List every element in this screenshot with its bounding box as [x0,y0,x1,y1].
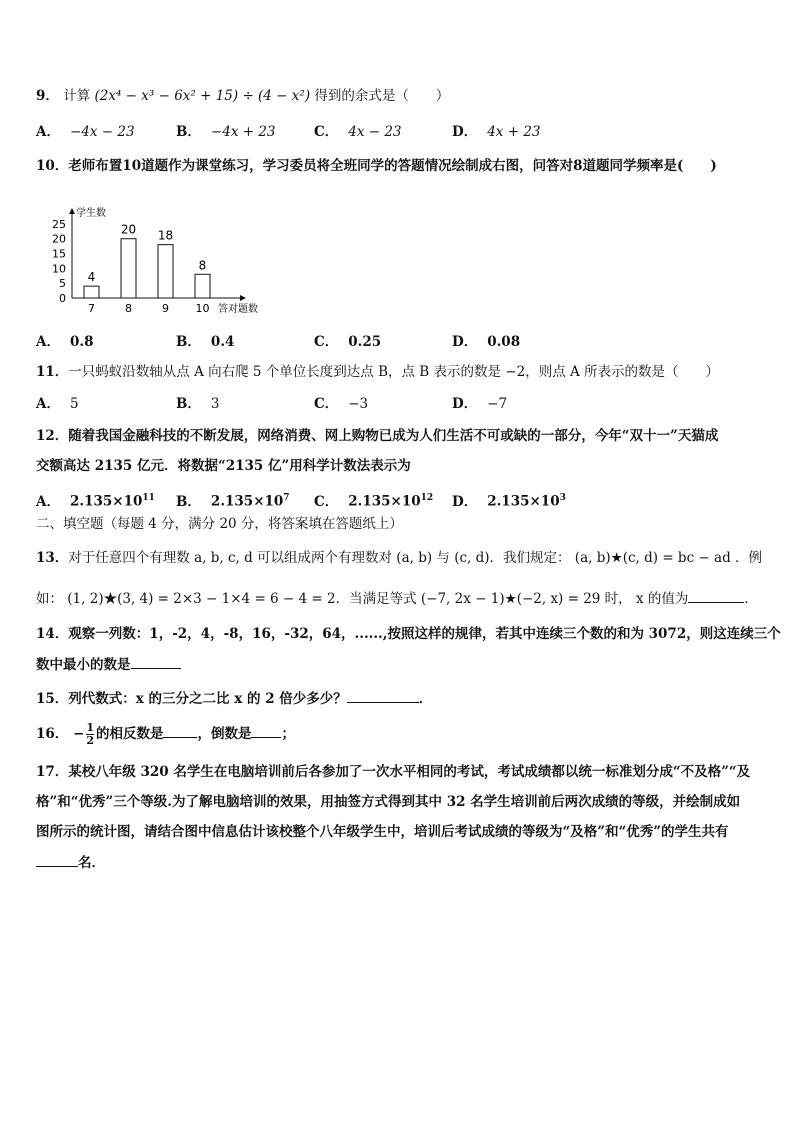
x-tick-label: 7 [88,302,95,315]
question-15: 15．列代数式：x 的三分之二比 x 的 2 倍少多少？ ． [36,688,758,709]
question-text: 某校八年级 320 名学生在电脑培训前后各参加了一次水平相同的考试，考试成绩都以统一标准划分成“不及格”“及 [68,764,751,780]
question-17-line2 [36,792,758,812]
x-axis-arrow [240,295,246,301]
question-14 [36,624,781,644]
option-c: C． −3 [314,396,369,412]
y-tick-label: 15 [52,247,66,261]
options-q11 [36,394,756,414]
x-tick-label: 8 [125,302,132,315]
question-17-line3 [36,822,758,842]
bar-value-label: 8 [198,258,207,273]
option-a: A． −4x − 23 [36,124,135,140]
x-tick-label: 9 [162,302,169,315]
option-d: D． 4x + 23 [452,124,541,140]
section-heading: 二、填空题（每题 4 分，满分 20 分，将答案填在答题纸上） [36,516,403,532]
bar [158,245,173,298]
question-number: 17． [36,764,69,780]
options-q12 [36,488,756,508]
question-12 [36,426,758,446]
answer-blank[interactable] [347,688,419,703]
x-tick-label: 10 [195,302,210,315]
question-13-line2: 如： (1, 2)★(3, 4) = 2×3 − 1×4 = 6 − 4 = 2．当满足等式 (−7, 2x − 1)★(−2, x) = 29 时， x 的值为 ． [36,588,758,609]
bar-value-label: 18 [157,228,174,243]
question-17-line4: 名． [36,852,758,873]
bar-chart [40,196,290,321]
question-text: 一只蚂蚁沿数轴从点 A 向右爬 5 个单位长度到达点 B，点 B 表示的数是 −2，则点 A 所表示的数是（ ） [68,364,720,380]
question-number: 13． [36,550,69,566]
question-text: 格”和“优秀”三个等级.为了解电脑培训的效果，用抽签方式得到其中 32 名学生培训前后两次成绩的等级，并绘制成如 [36,794,741,810]
option-c: C． 4x − 23 [314,124,402,140]
options-q9 [36,122,756,142]
x-axis-label: 答对题数 [218,304,258,315]
question-text: 随着我国金融科技的不断发展，网络消费、网上购物已成为人们生活不可或缺的一部分，今年“双十一”天猫成 [68,428,719,444]
bar [195,274,210,298]
question-text: 交额高达 2135 亿元．将数据“2135 亿”用科学计数法表示为 [36,458,411,474]
bar [121,239,136,298]
option-d: D． $2.135\times 10^3$ [452,493,566,510]
bar-value-label: 20 [120,222,137,237]
question-number: 10． [36,158,69,174]
option-a: A． $2.135\times 10^{11}$ [36,493,155,510]
option-c: C． 0.25 [314,334,382,350]
minus-sign: − [73,726,85,742]
option-a: A． 0.8 [36,334,94,350]
question-text: 计算 [63,88,91,104]
question-text: 对于任意四个有理数 a, b, c, d 可以组成两个有理数对 (a, b) 与 (c, d)．我们规定： (a, b)★(c, d) = bc − ad ．例 [68,550,763,566]
question-16: 16． − $\frac{1}{2}$ 的相反数是 ，倒数是 ； [36,721,295,747]
option-b: B． $2.135\times 10^7$ [176,493,290,510]
options-q10 [36,332,756,352]
question-number: 16． [36,726,69,742]
question-11 [36,362,758,382]
question-text: 得到的余式是（ ） [314,88,450,104]
question-10 [36,156,758,176]
option-d: D． −7 [452,396,508,412]
y-tick-label: 10 [52,262,66,276]
option-b: B． 3 [176,396,220,412]
question-number: 15． [36,691,69,707]
question-9 [36,86,758,106]
option-b: B． 0.4 [176,334,235,350]
option-a: A． 5 [36,396,79,412]
option-b: B． −4x + 23 [176,124,276,140]
question-14-line2 [36,654,758,675]
math-expression: (2x⁴ − x³ − 6x² + 15) ÷ (4 − x²) [94,88,311,104]
bar-value-label: 4 [87,270,96,285]
y-tick-label: 20 [52,232,66,246]
answer-blank[interactable] [36,852,78,867]
question-text: 数中最小的数是 [36,657,131,673]
question-text: 的相反数是 [95,726,164,742]
answer-blank[interactable] [688,588,744,603]
question-number: 11． [36,364,69,380]
question-13 [36,548,763,568]
y-tick-label: 25 [52,217,66,231]
question-text: 图所示的统计图，请结合图中信息估计该校整个八年级学生中，培训后考试成绩的等级为“及格”和“优秀”的学生共有 [36,824,729,840]
y-tick-label: 5 [59,277,66,291]
y-axis-arrow [69,208,75,214]
answer-blank[interactable] [131,654,181,669]
bar [84,286,99,298]
question-number: 9． [36,88,59,104]
answer-blank[interactable] [251,723,281,738]
question-text: 列代数式：x 的三分之二比 x 的 2 倍少多少？ [68,691,347,707]
question-12-line2 [36,456,758,476]
y-axis-label: 学生数 [76,208,106,219]
y-tick-label: 0 [59,292,66,305]
question-number: 14． [36,626,69,642]
question-text: 如： (1, 2)★(3, 4) = 2×3 − 1×4 = 6 − 4 = 2．当满足等式 (−7, 2x − 1)★(−2, x) = 29 时， x 的值为 [36,591,689,607]
fraction: $\frac{1}{2}$ [86,721,94,747]
question-17 [36,762,758,782]
question-text: 老师布置10道题作为课堂练习，学习委员将全班同学的答题情况绘制成右图，问答对8道题同学频率是( ) [68,158,717,174]
question-text: 观察一列数：1，-2，4，-8，16，-32，64，......,按照这样的规律，若其中连续三个数的和为 3072，则这连续三个 [68,626,781,642]
question-number: 12． [36,428,69,444]
answer-blank[interactable] [163,723,197,738]
option-d: D． 0.08 [452,334,521,350]
option-c: C． $2.135\times 10^{12}$ [314,493,434,510]
